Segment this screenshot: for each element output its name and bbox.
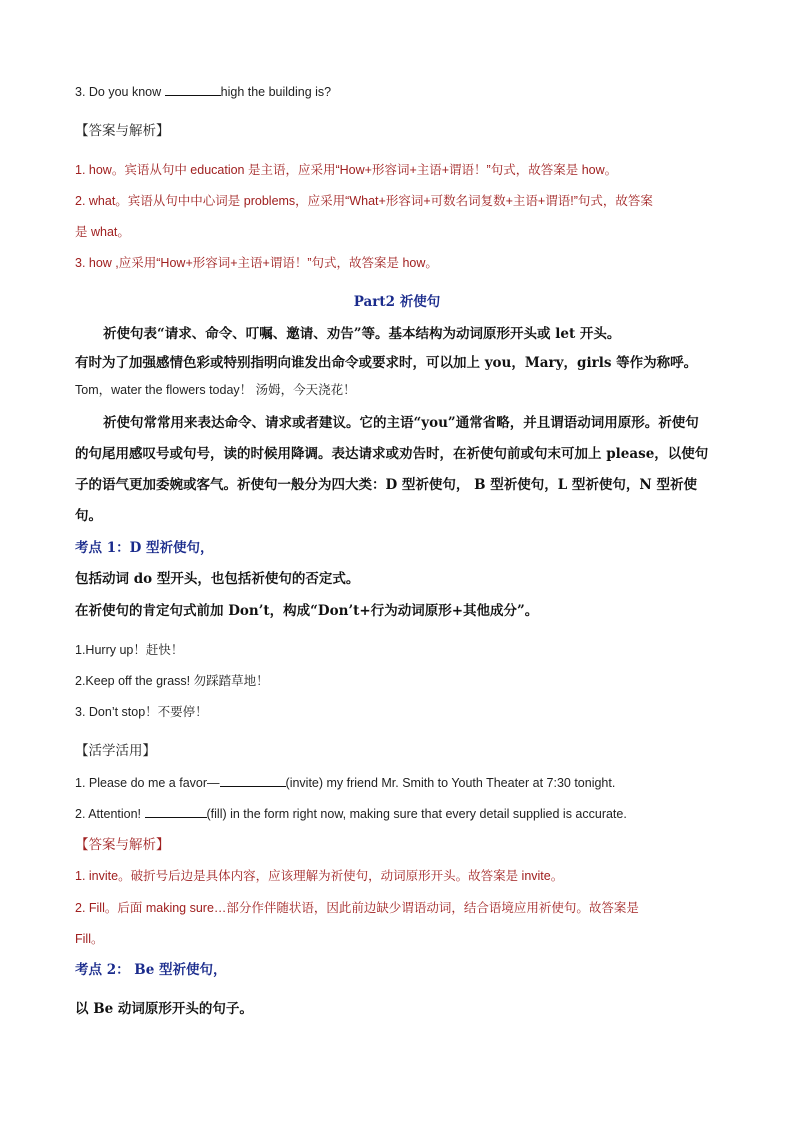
key-point-2-title: 考点 2： Be 型祈使句， [75,962,227,978]
answer-line-1: 1. how。宾语从句中 education 是主语，应采用“How+形容词+主语+谓语！”句式，故答案是 how。 [75,163,618,177]
practice-header: 【活学活用】 [75,743,156,758]
answer-line-2: 2. what。宾语从句中中心词是 problems，应采用“What+形容词+可数名词复数+主语+谓语!”句式，故答案 [75,194,653,208]
answer-line-1: 1. invite。破折号后边是具体内容，应该理解为祈使句，动词原形开头。故答案是 invite。 [75,869,564,883]
section-title: Part2 祈使句 [353,294,441,310]
example-2: 2.Keep off the grass! 勿踩踏草地！ [75,674,269,688]
key-point-1-line-2: 在祈使句的肯定句式前加 Don’t，构成“Don’t+行为动词原形+其他成分”。 [75,603,539,619]
practice-2: 2. Attention! (fill) in the form right now, making sure that every detail supplied is accurate. [75,807,627,821]
example-1: 1.Hurry up！赶快！ [75,643,184,657]
key-point-1-title: 考点 1：D 型祈使句， [75,540,214,556]
example-3: 3. Don’t stop！不要停！ [75,705,208,719]
description-line-2: 的句尾用感叹号或句号，读的时候用降调。表达请求或劝告时，在祈使句前或句末可加上 please，以使句 [75,446,709,462]
answer-line-2-cont: Fill。 [75,932,104,946]
answer-line-2-cont: 是 what。 [75,225,130,239]
description-line-3: 子的语气更加委婉或客气。祈使句一般分为四大类：D 型祈使句， B 型祈使句，L 型祈使句，N 型祈使 [75,477,697,493]
question-3: 3. Do you know high the building is? [75,85,332,99]
intro-line-1: 祈使句表“请求、命令、叮嘱、邀请、劝告”等。基本结构为动词原形开头或 let 开头。 [103,326,621,342]
answer-blank [165,83,221,96]
key-point-2-line-1: 以 Be 动词原形开头的句子。 [75,1001,253,1017]
answer-line-2: 2. Fill。后面 making sure…部分作伴随状语，因此前边缺少谓语动词，结合语境应用祈使句。故答案是 [75,901,639,915]
practice-1: 1. Please do me a favor— (invite) my friend Mr. Smith to Youth Theater at 7:30 tonight. [75,776,616,790]
answer-line-3: 3. how ,应采用“How+形容词+主语+谓语！”句式，故答案是 how。 [75,256,438,270]
description-line-1: 祈使句常常用来表达命令、请求或者建议。它的主语“you”通常省略，并且谓语动词用原形。祈使句 [103,415,699,431]
answer-blank [220,774,286,787]
intro-line-2: 有时为了加强感情色彩或特别指明向谁发出命令或要求时，可以加上 you，Mary，girls 等作为称呼。 [75,355,698,371]
description-line-4: 句。 [75,508,102,524]
answer-header: 【答案与解析】 [75,837,170,852]
answer-header: 【答案与解析】 [75,123,170,138]
example-sentence: Tom，water the flowers today！ 汤姆，今天浇花！ [75,383,356,397]
answer-blank [145,805,207,818]
key-point-1-line-1: 包括动词 do 型开头，也包括祈使句的否定式。 [75,571,360,587]
